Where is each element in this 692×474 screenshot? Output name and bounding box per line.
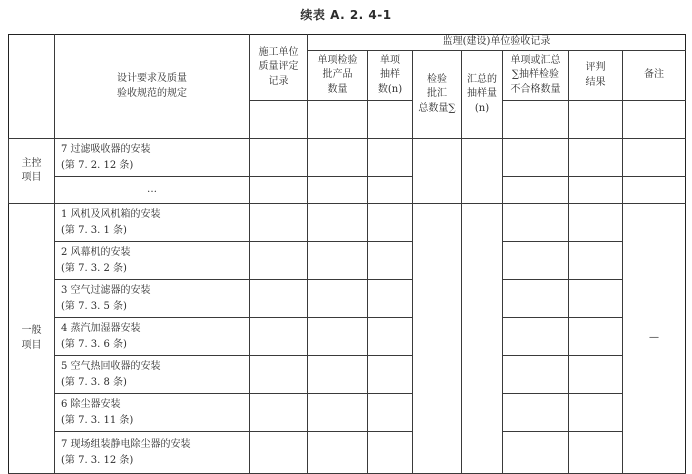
single-sample-cell	[368, 318, 413, 356]
single-batch-qty-cell	[308, 280, 368, 318]
single-batch-qty-cell	[308, 432, 368, 474]
general-item-1: 1 风机及风机箱的安装 (第 7. 3. 1 条)	[55, 204, 250, 242]
remarks-cell	[623, 177, 686, 204]
evaluation-cell	[569, 432, 623, 474]
supervision-record-header: 监理(建设)单位验收记录	[308, 35, 686, 51]
main-item-7: 7 过滤吸收器的安装 (第 7. 2. 12 条)	[55, 139, 250, 177]
total-sample-cell	[462, 139, 503, 204]
batch-total-header: 检验 批汇 总数量∑	[413, 51, 462, 139]
nonconform-cell	[503, 139, 569, 177]
evaluation-cell	[569, 242, 623, 280]
contractor-cell	[250, 318, 308, 356]
single-batch-qty-header: 单项检验 批产品 数量	[308, 51, 368, 101]
nonconform-header: 单项或汇总 ∑抽样检验 不合格数量	[503, 51, 569, 101]
evaluation-cell	[569, 139, 623, 177]
single-sample-cell	[368, 177, 413, 204]
single-sample-cell	[368, 204, 413, 242]
single-sample-header: 单项 抽样 数(n)	[368, 51, 413, 101]
table-row	[9, 139, 686, 177]
contractor-cell	[250, 356, 308, 394]
single-sample-cell	[368, 242, 413, 280]
general-remark-dash: —	[623, 204, 686, 474]
contractor-cell	[250, 204, 308, 242]
contractor-cell	[250, 242, 308, 280]
nonconform-cell	[503, 101, 569, 139]
general-item-6: 6 除尘器安装 (第 7. 3. 11 条)	[55, 394, 250, 432]
single-sample-cell	[368, 394, 413, 432]
evaluation-cell	[569, 318, 623, 356]
general-item-4: 4 蒸汽加湿器安装 (第 7. 3. 6 条)	[55, 318, 250, 356]
table-row	[9, 280, 686, 318]
contractor-cell	[250, 394, 308, 432]
main-control-category: 主控 项目	[9, 139, 55, 204]
nonconform-cell	[503, 394, 569, 432]
single-batch-qty-cell	[308, 242, 368, 280]
table-row	[9, 318, 686, 356]
general-item-5: 5 空气热回收器的安装 (第 7. 3. 8 条)	[55, 356, 250, 394]
acceptance-record-table	[8, 34, 686, 474]
general-item-2: 2 风幕机的安装 (第 7. 3. 2 条)	[55, 242, 250, 280]
ellipsis-row: …	[55, 177, 250, 204]
single-sample-cell	[368, 101, 413, 139]
single-batch-qty-cell	[308, 204, 368, 242]
nonconform-cell	[503, 242, 569, 280]
category-header-blank	[9, 35, 55, 139]
single-batch-qty-cell	[308, 394, 368, 432]
remarks-header: 备注	[623, 51, 686, 101]
nonconform-cell	[503, 432, 569, 474]
contractor-cell	[250, 177, 308, 204]
table-row	[9, 394, 686, 432]
evaluation-header: 评判 结果	[569, 51, 623, 101]
batch-total-cell	[413, 139, 462, 204]
single-sample-cell	[368, 280, 413, 318]
remarks-cell	[623, 101, 686, 139]
nonconform-cell	[503, 280, 569, 318]
evaluation-cell	[569, 356, 623, 394]
nonconform-cell	[503, 204, 569, 242]
table-row	[9, 177, 686, 204]
single-batch-qty-cell	[308, 101, 368, 139]
general-category: 一般 项目	[9, 204, 55, 474]
general-item-3: 3 空气过滤器的安装 (第 7. 3. 5 条)	[55, 280, 250, 318]
table-row	[9, 242, 686, 280]
table-title: 续表 A. 2. 4-1	[300, 8, 392, 22]
evaluation-cell	[569, 394, 623, 432]
spec-requirement-header: 设计要求及质量 验收规范的规定	[55, 35, 250, 139]
general-item-7: 7 现场组装静电除尘器的安装 (第 7. 3. 12 条)	[55, 432, 250, 474]
single-batch-qty-cell	[308, 177, 368, 204]
single-sample-cell	[368, 139, 413, 177]
evaluation-cell	[569, 101, 623, 139]
table-row	[9, 204, 686, 242]
single-batch-qty-cell	[308, 139, 368, 177]
evaluation-cell	[569, 280, 623, 318]
contractor-cell	[250, 101, 308, 139]
single-sample-cell	[368, 356, 413, 394]
contractor-cell	[250, 432, 308, 474]
table-row	[9, 432, 686, 474]
nonconform-cell	[503, 356, 569, 394]
nonconform-cell	[503, 177, 569, 204]
table-row	[9, 356, 686, 394]
evaluation-cell	[569, 204, 623, 242]
single-batch-qty-cell	[308, 356, 368, 394]
single-batch-qty-cell	[308, 318, 368, 356]
contractor-cell	[250, 139, 308, 177]
total-sample-cell	[462, 204, 503, 474]
remarks-cell	[623, 139, 686, 177]
nonconform-cell	[503, 318, 569, 356]
total-sample-header: 汇总的 抽样量 (n)	[462, 51, 503, 139]
single-sample-cell	[368, 432, 413, 474]
contractor-record-header: 施工单位 质量评定 记录	[250, 35, 308, 101]
evaluation-cell	[569, 177, 623, 204]
batch-total-cell	[413, 204, 462, 474]
contractor-cell	[250, 280, 308, 318]
